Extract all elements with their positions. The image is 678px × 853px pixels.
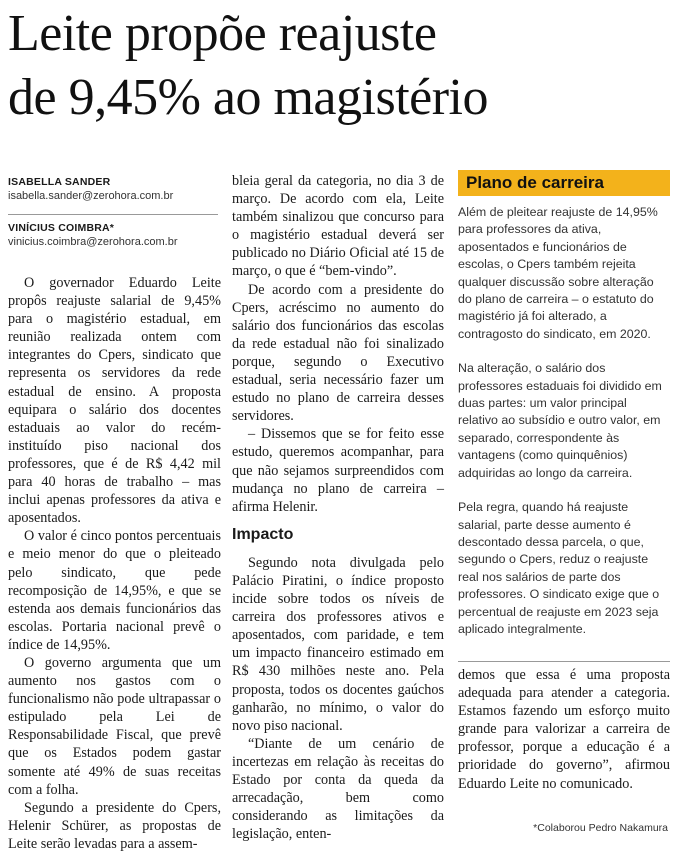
byline-separator — [8, 214, 218, 215]
paragraph: O valor é cinco pontos percentuais e meio menor do que o pleiteado pelo sindicato, que pede recomposição de 14,95%, e que se estenda aos demais funcionários das escolas. Portaria nacional prevê o índice de 14,95%. — [8, 528, 221, 653]
paragraph: O governador Eduardo Leite propôs reajuste salarial de 9,45% para o magistério estadual, em reunião realizada ontem com integrantes do Cpers, sindicato que representa os servidores da rede estadual de ensino. A proposta equipara o salário dos docentes estaduais ao valor do recém-instituído piso nacional dos professores, que é de R$ 4,42 mil para 40 horas de trabalho – mas inclui apenas professores da ativa e aposentados. — [8, 275, 221, 527]
article-column-1 — [8, 274, 221, 853]
author-name: ISABELLA SANDER — [8, 176, 111, 188]
paragraph: Segundo nota divulgada pelo Palácio Piratini, o índice proposto incide sobre todos os níveis de carreira dos professores ativos e aposentados, com paridade, e tem um impacto financeiro estimado em R$ 430 milhões neste ano. Pela proposta, todos os docentes gaúchos ganharão, no mínimo, o valor do novo piso nacional. — [232, 554, 444, 734]
paragraph: O governo argumenta que um aumento nos gastos com o funcionalismo não pode ultrapassar o estipulado pela Lei de Responsabilidade Fiscal, que prevê que os Estados podem gastar somente até 49% de suas receitas com a folha. — [8, 654, 221, 798]
contributor-credit: *Colaborou Pedro Nakamura — [533, 822, 668, 834]
box-paragraph: Na alteração, o salário dos professores estaduais foi dividido em duas partes: um valor principal relativo ao subsídio e outro valor, em separado, correspondente às vantagens (como quinquênios) adquiridas ao longo da carreira. — [458, 361, 662, 480]
sidebar-box-divider — [458, 661, 670, 662]
headline-line-1: Leite propõe reajuste — [8, 5, 437, 62]
box-paragraph: Além de pleitear reajuste de 14,95% para professores da ativa, aposentados e funcionários de escolas, o Cpers também rejeita qualquer discussão sobre alteração do plano de carreira – o estatuto do magistério já foi alterado, a contragosto do sindicato, em 2020. — [458, 205, 658, 341]
paragraph: “Diante de um cenário de incertezas em relação às receitas do Estado por conta da queda da arrecadação, bem como considerando as limitações da legislação, enten- — [232, 735, 444, 843]
author-email[interactable]: isabella.sander@zerohora.com.br — [8, 190, 174, 202]
author-name: VINÍCIUS COIMBRA* — [8, 222, 115, 234]
byline-1 — [8, 176, 218, 202]
sidebar-box-body — [458, 204, 670, 655]
paragraph: De acordo com a presidente do Cpers, acréscimo no aumento do salário dos funcionários das escolas da rede estadual não foi sinalizado porque, segundo o Executivo estadual, seria necessário fazer um estudo no plano de carreira desses servidores. — [232, 281, 444, 425]
byline-2 — [8, 222, 218, 248]
box-paragraph: Pela regra, quando há reajuste salarial, parte desse aumento é descontado dessa parcela, o que, segundo o Cpers, reduz o reajuste real nos salários de parte dos professores. O sindicato exige que o percentual de reajuste em 2023 seja aplicado integralmente. — [458, 500, 660, 636]
subhead-impacto: Impacto — [232, 525, 294, 543]
paragraph: bleia geral da categoria, no dia 3 de março. De acordo com ela, Leite também sinalizou que concurso para o magistério estadual deverá ser publicado no Diário Oficial até 15 de março, o que é “bem-vindo”. — [232, 173, 444, 280]
paragraph: – Dissemos que se for feito esse estudo, queremos acompanhar, para que não sejamos surpreendidos com mudança no plano de carreira – afirma Helenir. — [232, 426, 444, 515]
paragraph: demos que essa é uma proposta adequada para atender a categoria. Estamos fazendo um esforço muito grande para valorizar a carreira de professor, porque a educação é a prioridade do governo”, afirmou Eduardo Leite no comunicado. — [458, 667, 670, 792]
article-column-2 — [232, 172, 444, 843]
sidebar-box-title: Plano de carreira — [458, 170, 670, 196]
headline-line-2: de 9,45% ao magistério — [8, 69, 488, 126]
article-column-3 — [458, 666, 670, 793]
paragraph: Segundo a presidente do Cpers, Helenir Schürer, as propostas de Leite serão levadas para a assem- — [8, 799, 221, 852]
author-email[interactable]: vinicius.coimbra@zerohora.com.br — [8, 236, 178, 248]
headline — [8, 2, 676, 130]
